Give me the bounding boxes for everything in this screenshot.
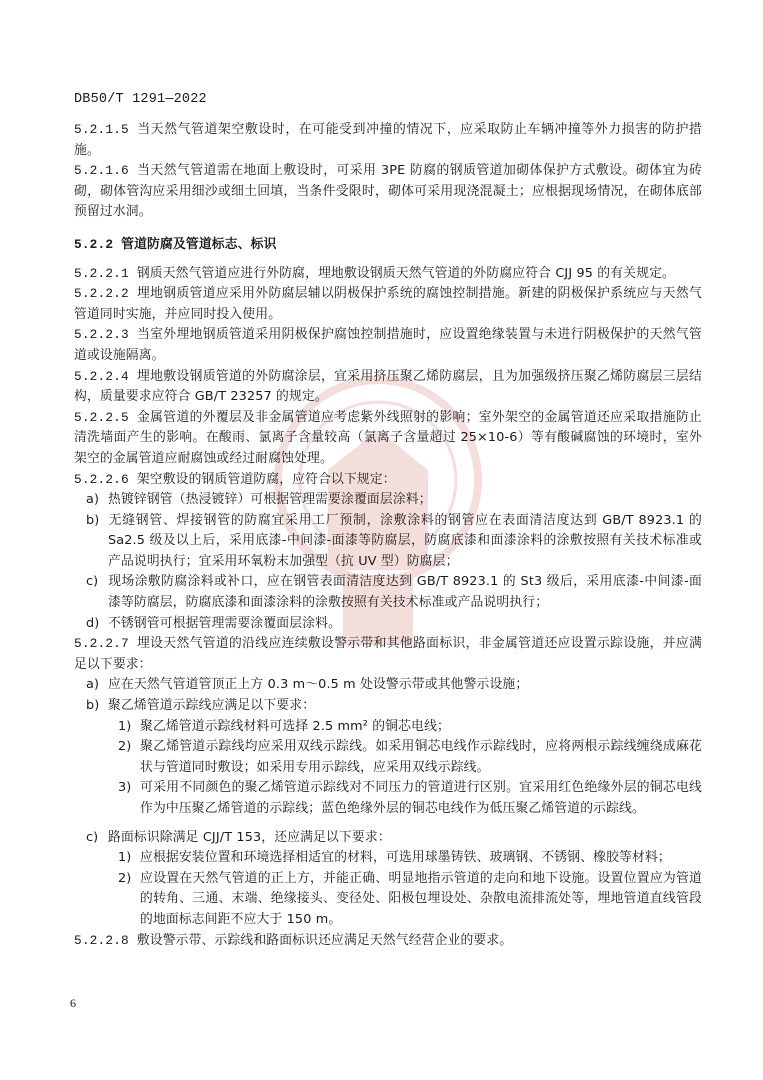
list-item-text: 现场涂敷防腐涂料或补口，应在钢管表面清洁度达到 GB/T 8923.1 的 St3 级后，采用底漆-中间漆-面漆等防腐层，防腐底漆和面漆涂料的涂敷按照有关技术标准或产品说明执行； [108,574,702,611]
sub-list-item [74,848,702,869]
sub-list-item [74,717,702,738]
list-item-key: 1) [118,850,132,866]
list-item-key: c) [86,829,99,845]
list-item [74,696,702,717]
list-item-text: 应设置在天然气管道的正上方，并能正确、明显地指示管道的走向和地下设施。设置位置应为管道的转角、三通、末端、绝缘接头、变径处、阳极包埋设处、杂散电流排流处等，埋地管道直线管段的地面标志间距不应大于 150 m。 [140,870,702,927]
list-item-key: c) [86,574,99,590]
clause-text: 埋地敷设钢质管道的外防腐涂层，宜采用挤压聚乙烯防腐层，且为加强级挤压聚乙烯防腐层三层结构，质量要求应符合 GB/T 23257 的规定。 [74,368,702,405]
list-item-key: 2) [118,870,132,886]
sub-list-item [74,869,702,931]
sub-list-item [74,778,702,819]
clause-number: 5.2.2.2 [74,286,129,302]
list-item-key: b) [86,512,100,528]
list-item-key: 2) [118,739,132,755]
clause-5-2-2-1 [74,264,702,285]
list-item-text: 不锈钢管可根据管理需要涂覆面层涂料。 [108,615,342,631]
clause-text: 当天然气管道架空敷设时，在可能受到冲撞的情况下，应采取防止车辆冲撞等外力损害的防护措施。 [74,122,702,158]
list-item [74,490,702,511]
list-item [74,511,702,573]
clause-number: 5.2.2.3 [74,327,129,343]
clause-text: 当天然气管道需在地面上敷设时，可采用 3PE 防腐的钢质管道加砌体保护方式敷设。砌体宜为砖砌，砌体管沟应采用细沙或细土回填，当条件受限时，砌体可采用现浇混凝土；应根据现场情况，在砌体底部预留过水洞。 [74,163,702,220]
sub-list-item [74,737,702,778]
clause-text: 架空敷设的钢质管道防腐，应符合以下规定： [136,471,396,487]
list-item-key: d) [86,615,100,631]
list-item-text: 应根据安装位置和环境选择相适宜的材料，可选用球墨铸铁、玻璃钢、不锈钢、橡胶等材料； [140,850,671,866]
clause-5-2-1-5 [74,120,702,161]
clause-number: 5.2.2.6 [74,471,129,487]
clause-5-2-2-5 [74,408,702,470]
list-item-key: a) [86,677,100,693]
clause-5-2-2-8 [74,931,702,952]
clause-5-2-2-7 [74,634,702,675]
section-number: 5.2.2 [74,236,114,252]
list-item-text: 无缝钢管、焊接钢管的防腐宜采用工厂预制，涂敷涂料的钢管应在表面清洁度达到 GB/T 8923.1 的 Sa2.5 级及以上后，采用底漆-中间漆-面漆等防腐层，防腐底漆和面漆涂料的涂敷按照有关技术标准或产品说明执行；宜采用环氧粉末加强型（抗 UV 型）防腐层； [108,512,702,569]
list-item-text: 可采用不同颜色的聚乙烯管道示踪线对不同压力的管道进行区别。宜采用红色绝缘外层的铜芯电线作为中压聚乙烯管道的示踪线；蓝色绝缘外层的铜芯电线作为低压聚乙烯管道的示踪线。 [140,780,702,816]
clause-number: 5.2.2.7 [74,636,129,652]
page-number: 6 [70,996,76,1010]
list-item [74,675,702,696]
list-item-text: 聚乙烯管道示踪线应满足以下要求： [108,698,316,714]
document-code-header: DB50/T 1291—2022 [74,92,207,107]
clause-text: 金属管道的外覆层及非金属管道应考虑紫外线照射的影响；室外架空的金属管道还应采取措施防止清洗墙面产生的影响。在酸雨、氯离子含量较高（氯离子含量超过 25×10-6）等有酸碱腐蚀的环境时，室外架空的金属管道应耐腐蚀或经过耐腐蚀处理。 [74,409,702,466]
clause-5-2-1-6 [74,161,702,223]
clause-number: 5.2.2.4 [74,368,129,384]
list-item-text: 热镀锌钢管（热浸镀锌）可根据管理需要涂覆面层涂料； [108,492,432,508]
clause-5-2-2-6 [74,470,702,491]
clause-5-2-2-4 [74,367,702,408]
section-heading-5-2-2 [74,235,702,256]
list-item-key: 3) [118,780,132,796]
section-title: 管道防腐及管道标志、标识 [121,236,277,252]
list-item-text: 路面标识除满足 CJJ/T 153，还应满足以下要求： [108,829,391,845]
list-item-key: a) [86,492,100,508]
clause-text: 敷设警示带、示踪线和路面标识还应满足天然气经营企业的要求。 [136,932,513,948]
clause-number: 5.2.1.5 [74,122,129,137]
list-item-key: b) [86,698,100,714]
clause-text: 埋地钢质管道应采用外防腐层辅以阴极保护系统的腐蚀控制措施。新建的阴极保护系统应与天然气管道同时实施，并应同时投入使用。 [74,286,702,322]
list-item-key: 1) [118,718,132,734]
clause-text: 钢质天然气管道应进行外防腐，埋地敷设钢质天然气管道的外防腐应符合 CJJ 95 的有关规定。 [136,265,675,281]
list-item [74,828,702,849]
list-item [74,614,702,635]
list-item-text: 聚乙烯管道示踪线均应采用双线示踪线。如采用铜芯电线作示踪线时，应将两根示踪线缠绕成麻花状与管道同时敷设；如采用专用示踪线，应采用双线示踪线。 [140,739,702,775]
clause-5-2-2-2 [74,284,702,325]
list-item-text: 聚乙烯管道示踪线材料可选择 2.5 mm² 的铜芯电线； [140,718,450,734]
clause-number: 5.2.2.1 [74,265,129,281]
clause-text: 当室外埋地钢质管道采用阴极保护腐蚀控制措施时，应设置绝缘装置与未进行阴极保护的天然气管道或设施隔离。 [74,327,702,363]
clause-number: 5.2.1.6 [74,163,129,179]
document-body [74,120,702,951]
clause-5-2-2-3 [74,325,702,366]
list-item-text: 应在天然气管道管顶正上方 0.3 m～0.5 m 处设警示带或其他警示设施； [108,677,529,693]
list-item [74,572,702,613]
clause-number: 5.2.2.8 [74,932,129,948]
clause-text: 埋设天然气管道的沿线应连续敷设警示带和其他路面标识，非金属管道还应设置示踪设施，并应满足以下要求： [74,636,702,672]
clause-number: 5.2.2.5 [74,409,129,425]
